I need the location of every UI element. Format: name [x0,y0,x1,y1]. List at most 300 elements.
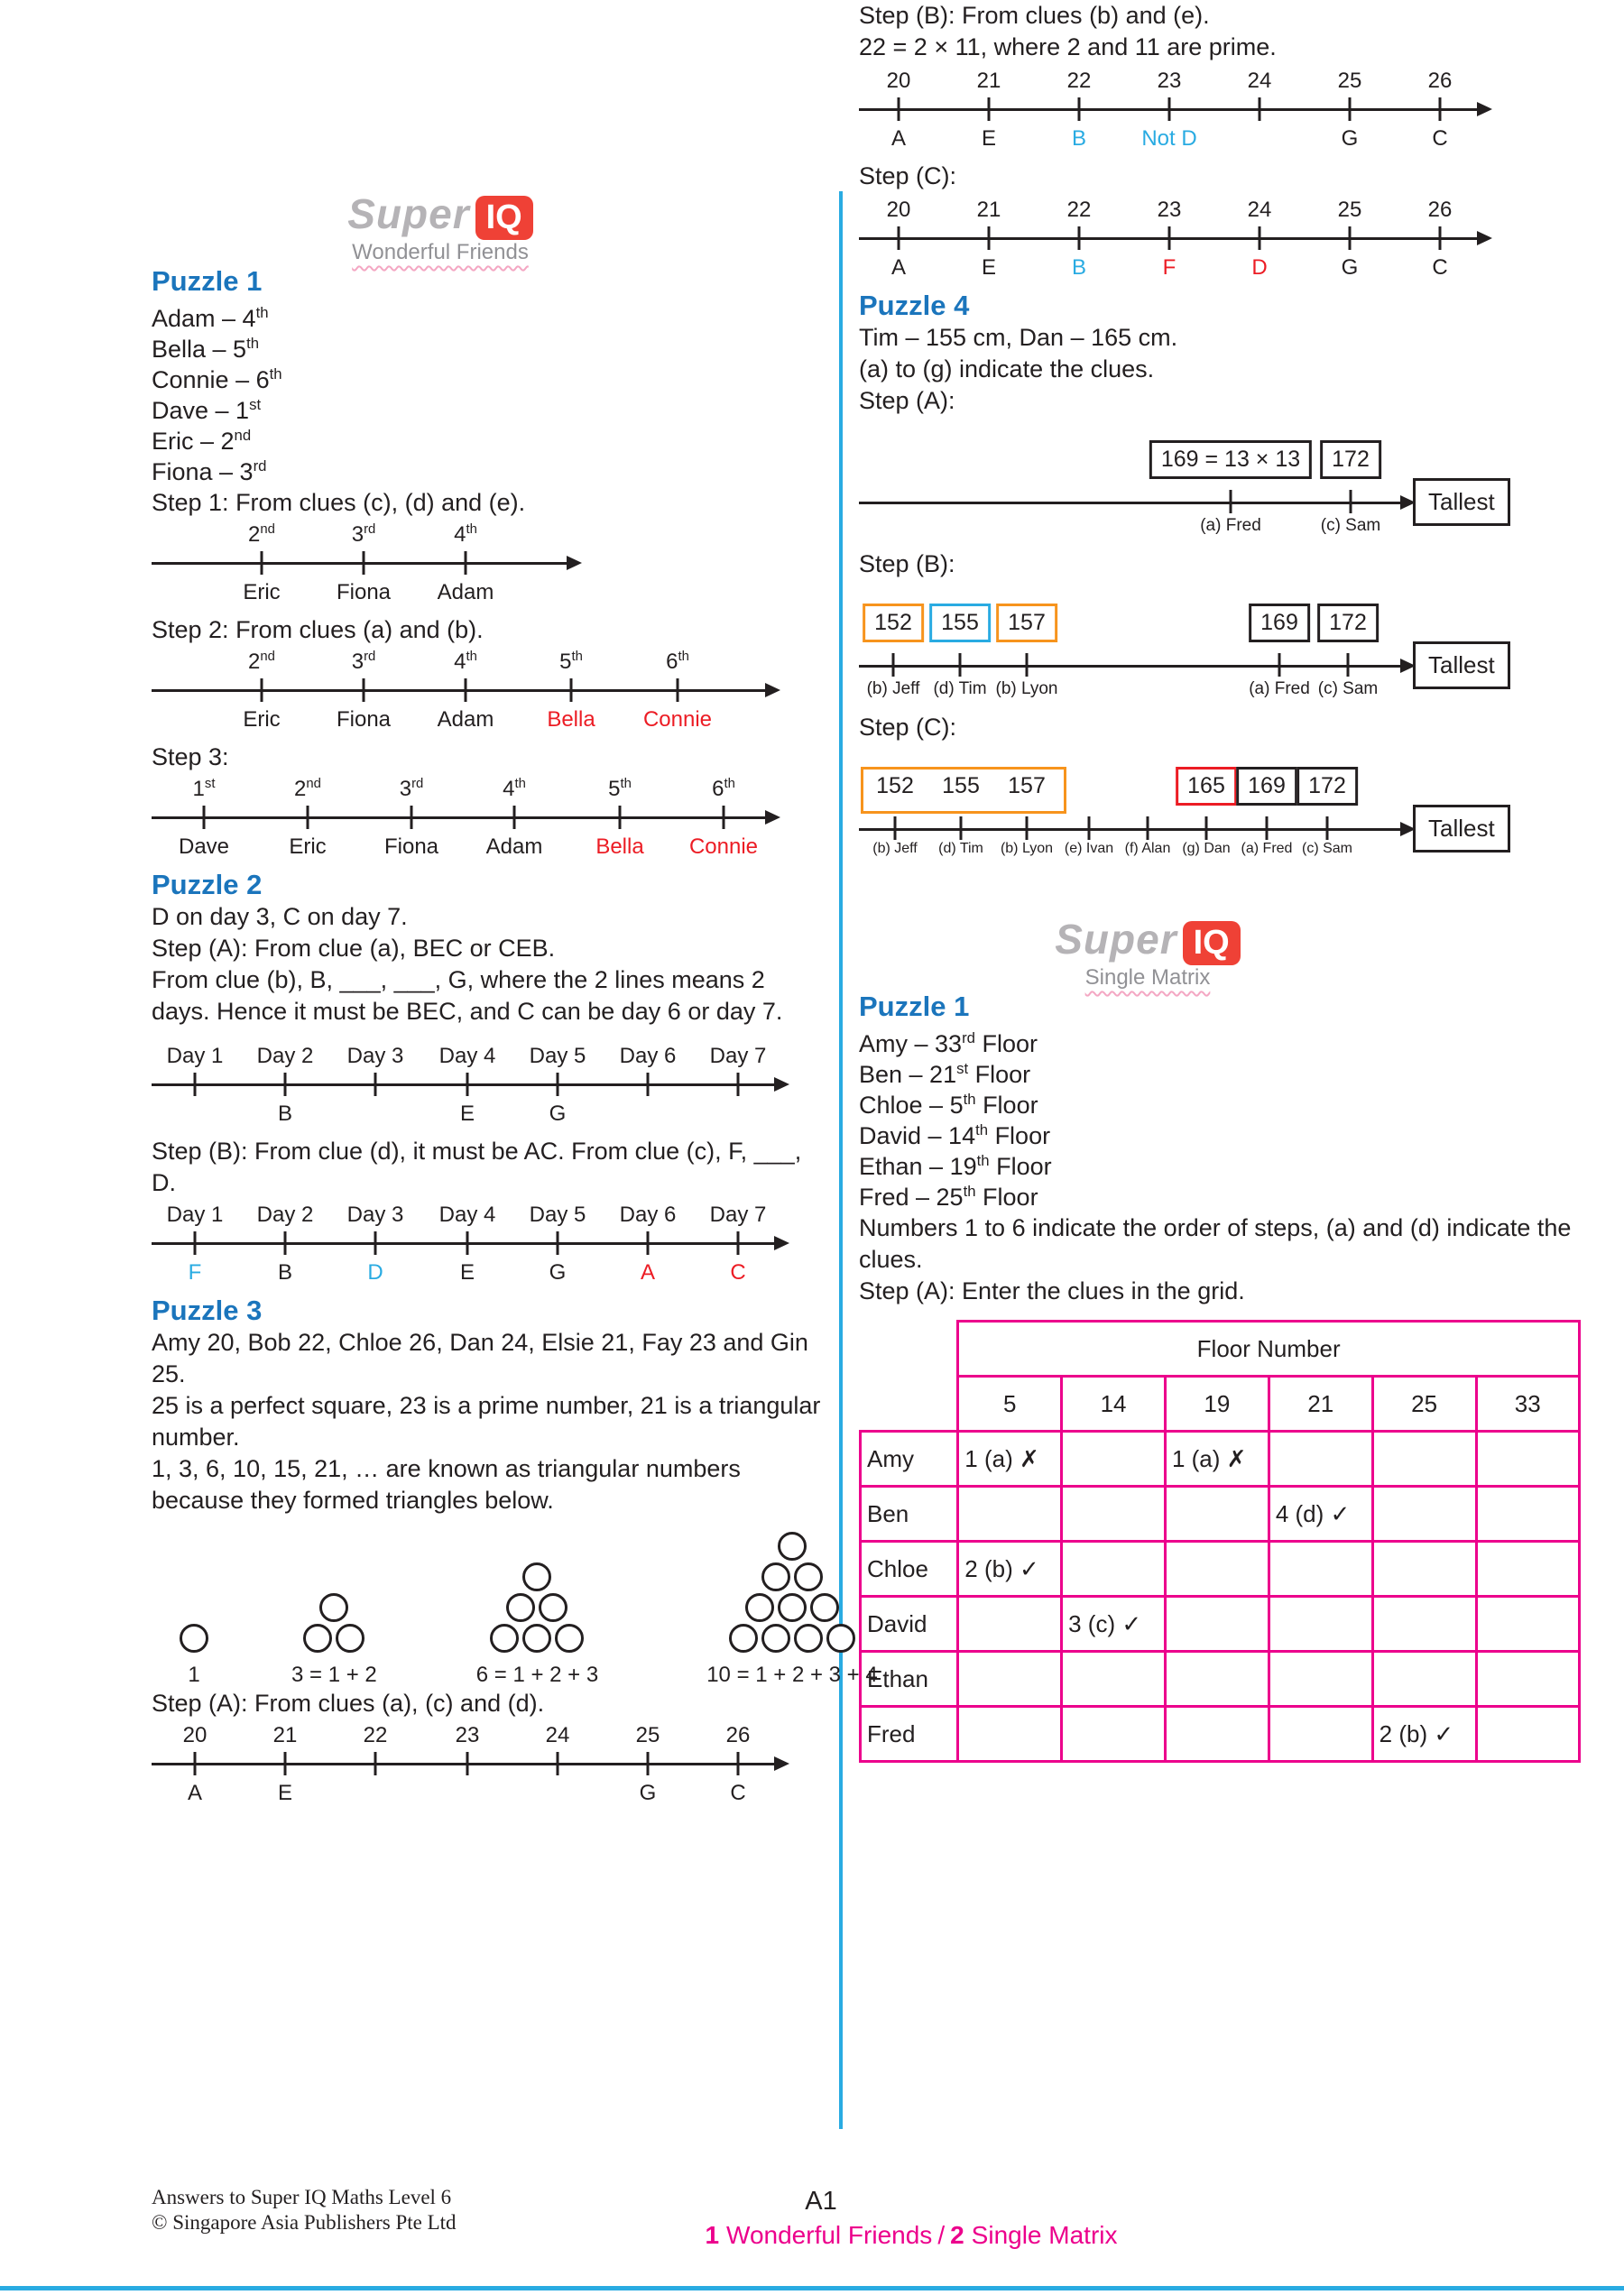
circle-icon [761,1562,790,1591]
clue-person-label: (b) Lyon [1000,841,1054,856]
numberline-tick [1439,226,1442,250]
circle-icon [778,1532,807,1561]
numberline-axis [152,562,567,565]
numberline-tick [677,678,679,702]
triangle-figure [476,1562,598,1688]
numberline-tick [898,226,900,250]
result-line: Chloe – 5th Floor [859,1091,1038,1119]
puzzle1-results [152,303,826,487]
tick-top-label: 20 [886,198,911,222]
tick-bottom-label: G [639,1781,657,1805]
tick-bottom-label: E [277,1781,293,1805]
grid-cell [1476,1597,1580,1652]
grid-cell [1372,1432,1476,1487]
result-line: Fiona – 3rd [152,457,267,485]
tick-bottom-label: Fiona [336,580,392,604]
puzzle4-stepA-label: Step (A): [859,387,955,414]
numberline-tick [737,1073,740,1096]
numberline-arrow-icon [774,1756,789,1771]
tick-top-label: 23 [455,1723,480,1747]
tick-top-label: 4th [454,650,477,674]
tick-top-label: 2nd [294,777,321,801]
grid-cell [1165,1652,1269,1707]
clue-person-label: (c) Sam [1320,516,1381,535]
circle-icon [539,1593,567,1622]
numberline-axis [152,689,765,692]
tick-bottom-label: B [277,1260,293,1285]
column-divider [839,191,843,2129]
tick-top-label: 3rd [399,777,424,801]
diagram-tick [1350,490,1352,513]
tick-bottom-label: Fiona [336,707,392,732]
grid-cell [1269,1432,1372,1487]
tick-bottom-label: Connie [642,707,713,732]
superiq-logo-wonderful-friends [152,189,729,265]
tick-top-label: Day 2 [256,1203,314,1227]
circle-icon [826,1624,855,1653]
puzzle3-stepC-label: Step (C): [859,162,957,189]
numberline-tick [570,678,573,702]
tick-top-label: 25 [635,1723,660,1747]
grid-cell [1476,1542,1580,1597]
grid-cell [1476,1432,1580,1487]
numberline-tick [557,1073,559,1096]
circle-row [727,1623,857,1654]
circle-icon [522,1624,551,1653]
tick-top-label: Day 4 [438,1203,496,1227]
circle-stack [178,1623,210,1654]
triangular-numbers-figure [152,1531,878,1688]
single-matrix-stepA-label: Step (A): Enter the clues in the grid. [859,1277,1245,1304]
diagram-axis [859,665,1400,668]
circle-icon [761,1624,790,1653]
row-name: Chloe [861,1542,958,1597]
numberline-tick [466,1752,469,1775]
tallest-label-box: Tallest [1413,641,1510,689]
numberline-axis [152,1083,774,1086]
result-line: David – 14th Floor [859,1121,1051,1149]
tick-bottom-label: B [1071,126,1087,151]
diagram-tick [1230,490,1232,513]
superiq-brand [859,915,1436,965]
tick-top-label: 25 [1337,198,1362,222]
numberline-arrow-icon [1477,231,1492,245]
tick-top-label: 26 [725,1723,751,1747]
tick-bottom-label: Bella [547,707,595,732]
numberline-tick [647,1073,650,1096]
tick-top-label: Day 1 [166,1044,224,1068]
puzzle-4-title: Puzzle 4 [859,290,970,321]
grid-cell: 2 (b) ✓ [1372,1707,1476,1762]
tick-bottom-label: Bella [595,834,644,859]
grid-cell: 2 (b) ✓ [958,1542,1062,1597]
tick-top-label: 24 [1247,198,1272,222]
numberline-puzzle3-stepB [859,67,1527,161]
numberline-tick [737,1231,740,1255]
tick-bottom-label: Adam [485,834,543,859]
grid-cell [1062,1652,1166,1707]
clue-person-label: (g) Dan [1182,841,1231,856]
grid-cell [1372,1487,1476,1542]
puzzle3-stepB-sub: 22 = 2 × 11, where 2 and 11 are prime. [859,33,1277,60]
circle-row [776,1531,808,1562]
grid-cell: 3 (c) ✓ [1062,1597,1166,1652]
circle-row [521,1562,553,1592]
tick-bottom-label: Adam [437,707,494,732]
grid-cell [1062,1432,1166,1487]
result-line: Eric – 2nd [152,427,252,455]
tick-bottom-label: E [459,1260,475,1285]
tick-top-label: 26 [1427,69,1453,93]
numberline-tick [307,806,309,829]
floor-number-grid [859,1320,1581,1763]
tick-top-label: Day 6 [619,1044,677,1068]
tick-bottom-label: Fiona [383,834,439,859]
triangle-figure [706,1531,878,1688]
section-separator: / [937,2221,946,2249]
triangle-figure [291,1592,377,1688]
result-line: Amy – 33rd Floor [859,1029,1038,1057]
puzzle1-step3-label: Step 3: [152,743,229,770]
numberline-tick [1168,226,1171,250]
tick-top-label: Day 5 [529,1044,586,1068]
bottom-rule [0,2286,1624,2290]
height-value-box: 152 [863,604,924,642]
triangle-figure-label: 10 = 1 + 2 + 3 + 4 [706,1663,878,1687]
tick-bottom-label: A [640,1260,656,1285]
height-value-box: 155 [929,604,991,642]
tick-top-label: Day 2 [256,1044,314,1068]
circle-icon [729,1624,758,1653]
height-value: 152 [876,773,914,798]
tick-bottom-label: C [730,1781,746,1805]
clue-person-label: (f) Alan [1124,841,1171,856]
circle-row [488,1623,586,1654]
numberline-arrow-icon [1477,102,1492,116]
triangle-figure [178,1623,210,1688]
clue-person-label: (b) Jeff [872,841,918,856]
clue-person-label: (b) Lyon [995,679,1058,698]
tick-top-label: 3rd [351,522,376,547]
tick-top-label: Day 3 [346,1044,404,1068]
numberline-tick [363,678,365,702]
grid-cell [1269,1707,1372,1762]
diagram-tick [959,653,962,677]
grid-cell [1372,1542,1476,1597]
puzzle3-para2: 25 is a perfect square, 23 is a prime number, 21 is a triangular number. [152,1392,821,1451]
numberline-puzzle2-stepA [152,1042,819,1136]
diagram-tick [1088,816,1091,840]
tick-top-label: Day 1 [166,1203,224,1227]
numberline-tick [261,678,263,702]
diagram-tick [1147,816,1149,840]
puzzle-1-title: Puzzle 1 [152,265,263,297]
diagram-tick [892,653,895,677]
numberline-puzzle2-stepB [152,1201,819,1295]
tick-top-label: 22 [363,1723,388,1747]
diagram-tick [1347,653,1350,677]
circle-row [743,1592,841,1623]
circle-icon [180,1624,208,1653]
tick-top-label: 6th [666,650,689,674]
numberline-tick [723,806,725,829]
tick-bottom-label: Adam [437,580,494,604]
numberline-tick [1349,97,1352,121]
table-corner [861,1322,958,1377]
puzzle3-stepA-label: Step (A): From clues (a), (c) and (d). [152,1690,545,1717]
grid-cell [1165,1542,1269,1597]
grid-cell [1372,1652,1476,1707]
logo-subtitle: Wonderful Friends [352,240,529,264]
right-column [859,0,1581,1763]
circle-icon [522,1562,551,1591]
numberline-tick [619,806,622,829]
logo-iq-badge: IQ [1183,921,1241,965]
clue-person-label: (a) Fred [1200,516,1261,535]
numberline-axis [152,1763,774,1765]
puzzle2-stepB-para: Step (B): From clue (d), it must be AC. From clue (c), F, ___, D. [152,1138,802,1196]
clue-person-label: (d) Tim [933,679,987,698]
grid-cell [1476,1707,1580,1762]
diagram-tick [1326,816,1329,840]
tick-top-label: Day 5 [529,1203,586,1227]
clue-person-label: (a) Fred [1241,841,1293,856]
section-1-number: 1 [705,2221,720,2249]
table-columns-row [861,1377,1580,1432]
row-name: Amy [861,1432,958,1487]
superiq-brand [152,189,729,240]
table-row [861,1652,1580,1707]
numberline-puzzle1-step3 [152,775,798,869]
tick-bottom-label: A [187,1781,203,1805]
result-line: Adam – 4th [152,304,269,332]
diagram-tick [1266,816,1269,840]
clue-person-label: (b) Jeff [866,679,920,698]
tick-top-label: 3rd [351,650,376,674]
tick-bottom-label: Eric [289,834,327,859]
logo-subtitle: Single Matrix [1084,965,1211,990]
tick-top-label: 23 [1157,198,1182,222]
grid-cell [958,1652,1062,1707]
table-header-row [861,1322,1580,1377]
tick-top-label: 21 [976,198,1001,222]
height-value-box: 157 [996,604,1057,642]
tick-top-label: 23 [1157,69,1182,93]
grid-cell [1165,1487,1269,1542]
section-2-label: Single Matrix [971,2221,1118,2249]
tick-bottom-label: B [277,1101,293,1126]
puzzle4-stepB-label: Step (B): [859,550,955,577]
grid-cell: 4 (d) ✓ [1269,1487,1372,1542]
result-line: Bella – 5th [152,335,260,363]
diagram-axis [859,502,1400,504]
height-value-box: 172 [1296,767,1358,806]
tick-top-label: 5th [559,650,583,674]
circle-row [504,1592,569,1623]
logo-super-text: Super [347,190,470,237]
grid-cell [1062,1707,1166,1762]
grid-cell: 1 (a) ✗ [1165,1432,1269,1487]
tick-bottom-label: E [459,1101,475,1126]
tick-bottom-label: Not D [1141,126,1197,151]
numberline-tick [466,1073,469,1096]
puzzle3-stepB-label: Step (B): From clues (b) and (e). [859,2,1210,29]
tallest-label-box: Tallest [1413,805,1510,853]
table-row [861,1432,1580,1487]
height-value: 157 [1008,773,1046,798]
numberline-tick [647,1752,650,1775]
circle-icon [778,1593,807,1622]
result-line: Dave – 1st [152,396,262,424]
tick-bottom-label: E [981,255,997,280]
circle-icon [794,1624,823,1653]
height-value-box: 169 = 13 × 13 [1149,440,1312,479]
clue-person-label: (a) Fred [1249,679,1310,698]
numberline-tick [284,1752,287,1775]
tick-bottom-label: G [549,1260,567,1285]
numberline-tick [988,226,991,250]
grid-cell [1062,1542,1166,1597]
single-matrix-puzzle-1-title: Puzzle 1 [859,991,970,1022]
numberline-tick [898,97,900,121]
tick-top-label: Day 6 [619,1203,677,1227]
grid-cell [1165,1597,1269,1652]
column-header: 25 [1372,1377,1476,1432]
grid-cell [1165,1707,1269,1762]
tick-bottom-label: Connie [688,834,759,859]
floor-number-header: Floor Number [958,1322,1580,1377]
triangle-figure-label: 6 = 1 + 2 + 3 [475,1663,599,1687]
tallest-label-box: Tallest [1413,478,1510,526]
section-1-label: Wonderful Friends [726,2221,933,2249]
height-value: 155 [942,773,980,798]
table-corner [861,1377,958,1432]
circle-icon [303,1624,332,1653]
numberline-tick [194,1073,197,1096]
tick-top-label: 25 [1337,69,1362,93]
column-header: 19 [1165,1377,1269,1432]
height-value-box: 172 [1317,604,1379,642]
clue-person-label: (c) Sam [1317,679,1379,698]
numberline-tick [737,1752,740,1775]
circle-icon [319,1593,348,1622]
grid-cell [1476,1652,1580,1707]
grid-cell [958,1487,1062,1542]
superiq-logo-single-matrix [859,915,1436,991]
numberline-tick [647,1231,650,1255]
diagram-tick [1026,653,1029,677]
height-value-box: 169 [1236,767,1297,806]
tick-bottom-label: A [890,255,907,280]
tick-bottom-label: G [1341,126,1359,151]
tick-top-label: 2nd [248,522,275,547]
tick-bottom-label: F [1162,255,1176,280]
numberline-puzzle3-stepA [152,1721,819,1815]
tick-top-label: 2nd [248,650,275,674]
circle-stack [301,1592,366,1654]
circle-icon [794,1562,823,1591]
numberline-tick [466,1231,469,1255]
grid-cell [1062,1487,1166,1542]
row-name: David [861,1597,958,1652]
tick-bottom-label: A [890,126,907,151]
tick-bottom-label: G [549,1101,567,1126]
numberline-tick [374,1073,377,1096]
circle-stack [727,1531,857,1654]
tick-bottom-label: D [1251,255,1268,280]
circle-icon [336,1624,364,1653]
left-column [152,0,878,1815]
table-row [861,1542,1580,1597]
puzzle-3-title: Puzzle 3 [152,1295,263,1326]
column-header: 5 [958,1377,1062,1432]
tick-bottom-label: G [1341,255,1359,280]
numberline-tick [1078,97,1081,121]
tick-bottom-label: B [1071,255,1087,280]
circle-stack [488,1562,586,1654]
numberline-axis [152,816,765,819]
tick-top-label: 21 [272,1723,298,1747]
logo-iq-badge: IQ [475,196,533,240]
column-header: 33 [1476,1377,1580,1432]
puzzle4-answer: Tim – 155 cm, Dan – 165 cm. [859,324,1178,351]
numberline-axis [152,1242,774,1245]
numberline-tick [284,1231,287,1255]
diagram-tick [1278,653,1281,677]
puzzle1-step2-label: Step 2: From clues (a) and (b). [152,616,484,643]
grid-cell: 1 (a) ✗ [958,1432,1062,1487]
imprint-line2: © Singapore Asia Publishers Pte Ltd [152,2211,457,2234]
tick-bottom-label: Eric [243,580,281,604]
numberline-tick [194,1752,197,1775]
circle-row [760,1562,825,1592]
numberline-tick [203,806,206,829]
tick-top-label: 4th [454,522,477,547]
tick-top-label: Day 7 [709,1203,767,1227]
numberline-tick [1259,226,1261,250]
row-name: Ethan [861,1652,958,1707]
numberline-tick [411,806,413,829]
row-name: Fred [861,1707,958,1762]
puzzle2-stepA-para: From clue (b), B, ___, ___, G, where the 2 lines means 2 days. Hence it must be BEC, and C can be day 6 or day 7. [152,966,783,1025]
numberline-tick [557,1231,559,1255]
numberline-tick [1259,97,1261,121]
numberline-tick [284,1073,287,1096]
tick-top-label: 5th [608,777,632,801]
circle-row [318,1592,350,1623]
column-header: 21 [1269,1377,1372,1432]
numberline-puzzle1-step2 [152,648,798,742]
tick-bottom-label: D [367,1260,383,1285]
tick-top-label: Day 3 [346,1203,404,1227]
numberline-tick [1439,97,1442,121]
numberline-tick [261,551,263,575]
tick-top-label: 21 [976,69,1001,93]
diagram-tick [960,816,963,840]
tick-top-label: 20 [182,1723,208,1747]
puzzle4-stepA-diagram [859,422,1581,548]
clue-person-label: (e) Ivan [1064,841,1114,856]
numberline-tick [1168,97,1171,121]
puzzle2-stepA-label: Step (A): From clue (a), BEC or CEB. [152,935,556,962]
numberline-tick [1349,226,1352,250]
clue-person-label: (c) Sam [1302,841,1352,856]
circle-icon [810,1593,839,1622]
tick-top-label: 4th [503,777,526,801]
tick-bottom-label: C [1432,255,1448,280]
height-value-box: 169 [1249,604,1310,642]
circle-icon [745,1593,774,1622]
